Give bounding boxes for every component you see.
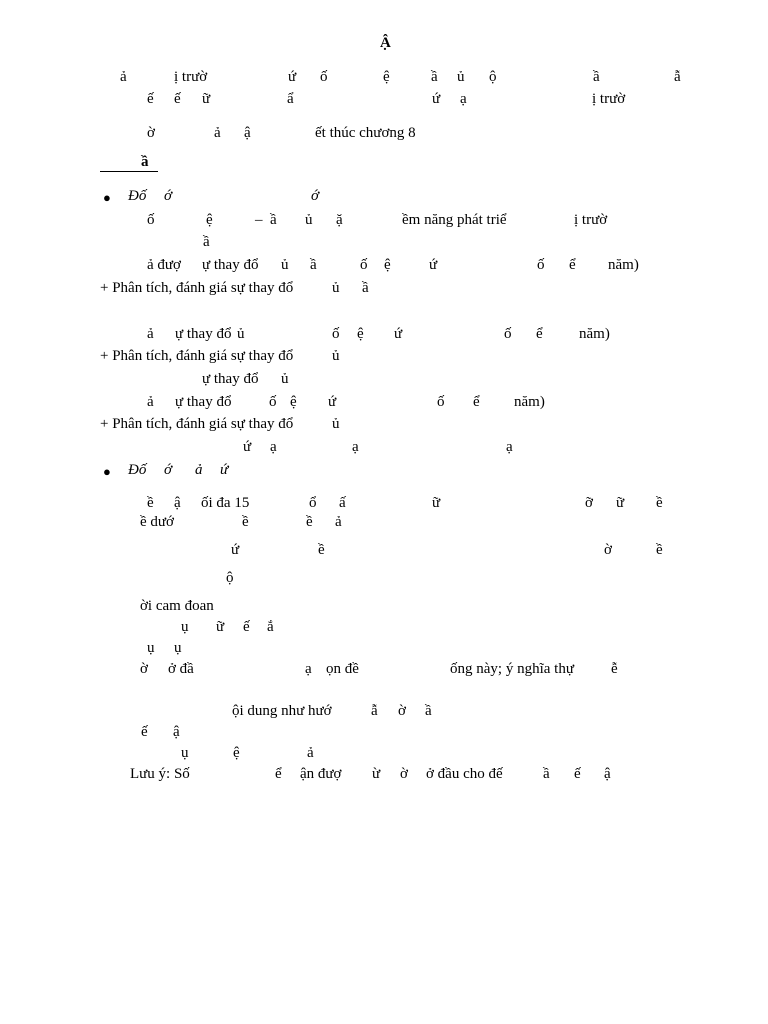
text-fragment: ậ bbox=[173, 724, 180, 740]
text-fragment: ủ bbox=[332, 416, 340, 432]
text-fragment: ị trườ bbox=[592, 91, 626, 107]
text-fragment: ỡ bbox=[585, 495, 593, 511]
text-fragment: ữ bbox=[616, 495, 625, 511]
text-fragment: ủ bbox=[237, 326, 245, 342]
text-fragment: ấ bbox=[339, 495, 346, 511]
text-fragment: ở đầ bbox=[168, 661, 194, 677]
text-fragment: ứ bbox=[429, 257, 438, 273]
text-fragment: ờ bbox=[604, 542, 612, 558]
text-fragment: ụ bbox=[174, 640, 182, 656]
text-fragment: ố bbox=[360, 257, 368, 273]
text-fragment: + Phân tích, đánh giá sự thay đổ bbox=[100, 416, 294, 432]
text-fragment: ố bbox=[147, 212, 155, 228]
text-fragment: ẫ bbox=[674, 69, 681, 85]
text-fragment: ờ bbox=[400, 766, 408, 782]
text-fragment: ẫ bbox=[371, 703, 378, 719]
text-fragment: ầ bbox=[431, 69, 438, 85]
text-fragment: ự thay đổ bbox=[175, 326, 232, 342]
text-fragment: ệ bbox=[357, 326, 364, 342]
text-fragment: ố bbox=[320, 69, 328, 85]
text-fragment: ữ bbox=[432, 495, 441, 511]
text-fragment: ộ bbox=[489, 69, 497, 85]
text-fragment: ả bbox=[195, 462, 203, 478]
text-fragment: ứ bbox=[328, 394, 337, 410]
text-fragment: ự thay đổ bbox=[175, 394, 232, 410]
text-fragment: ề bbox=[306, 514, 313, 530]
text-fragment: ề bbox=[147, 495, 154, 511]
text-fragment: ả đượ bbox=[147, 257, 181, 273]
text-fragment: ủ bbox=[332, 280, 340, 296]
text-fragment: ạ bbox=[352, 439, 359, 455]
text-fragment: ủ bbox=[281, 371, 289, 387]
text-fragment: ầ bbox=[425, 703, 432, 719]
text-fragment: Đố bbox=[128, 188, 147, 204]
text-fragment: ố bbox=[269, 394, 277, 410]
text-fragment: ị trườ bbox=[174, 69, 208, 85]
text-fragment: ạ bbox=[305, 661, 312, 677]
text-fragment: ệ bbox=[383, 69, 390, 85]
text-fragment: ứ bbox=[394, 326, 403, 342]
text-fragment: ề bbox=[242, 514, 249, 530]
text-fragment: ế bbox=[243, 619, 250, 635]
text-fragment: ầ bbox=[141, 154, 149, 170]
text-fragment: ờ bbox=[398, 703, 406, 719]
text-fragment: ố bbox=[504, 326, 512, 342]
text-fragment: – ầ bbox=[255, 212, 277, 228]
text-fragment: ủ bbox=[457, 69, 465, 85]
text-fragment: ả bbox=[307, 745, 314, 761]
text-fragment: ủ bbox=[332, 348, 340, 364]
text-fragment: ậ bbox=[604, 766, 611, 782]
text-fragment: năm) bbox=[579, 326, 610, 342]
text-fragment: ặ bbox=[336, 212, 343, 228]
text-fragment: ận đượ bbox=[300, 766, 342, 782]
text-fragment: ễ bbox=[611, 661, 618, 677]
text-fragment: ứ bbox=[288, 69, 297, 85]
text-fragment: ớ bbox=[164, 462, 173, 478]
text-fragment: ổ bbox=[309, 495, 317, 511]
text-fragment: ầ bbox=[593, 69, 600, 85]
page-title: Ậ bbox=[380, 35, 391, 51]
bullet-icon: ● bbox=[103, 464, 111, 479]
text-fragment: ố bbox=[332, 326, 340, 342]
text-fragment: ệ bbox=[206, 212, 213, 228]
text-fragment: ả bbox=[214, 125, 221, 141]
text-fragment: ế bbox=[147, 91, 154, 107]
text-fragment: ả bbox=[335, 514, 342, 530]
text-fragment: ạ bbox=[270, 439, 277, 455]
text-fragment: ố bbox=[537, 257, 545, 273]
text-fragment: ứ bbox=[432, 91, 441, 107]
text-fragment: ể bbox=[473, 394, 480, 410]
text-fragment: ể bbox=[536, 326, 543, 342]
text-fragment: ắ bbox=[267, 619, 274, 635]
text-fragment: ự thay đổ bbox=[202, 257, 259, 273]
heading-underline bbox=[100, 171, 158, 172]
text-fragment: ời cam đoan bbox=[140, 598, 214, 614]
text-fragment: ạ bbox=[460, 91, 467, 107]
text-fragment: ữ bbox=[202, 91, 211, 107]
text-fragment: Lưu ý: Số bbox=[130, 766, 190, 782]
text-fragment: ế bbox=[574, 766, 581, 782]
text-fragment: ộ bbox=[226, 570, 234, 586]
text-fragment: ể bbox=[275, 766, 282, 782]
text-fragment: ứ bbox=[231, 542, 240, 558]
text-fragment: ầ bbox=[362, 280, 369, 296]
text-fragment: ủ bbox=[281, 257, 289, 273]
text-fragment: ệ bbox=[290, 394, 297, 410]
text-fragment: ừ bbox=[372, 766, 381, 782]
text-fragment: ể bbox=[569, 257, 576, 273]
text-fragment: ế bbox=[141, 724, 148, 740]
text-fragment: ầ bbox=[543, 766, 550, 782]
text-fragment: ủ bbox=[305, 212, 313, 228]
text-fragment: ế bbox=[174, 91, 181, 107]
bullet-icon: ● bbox=[103, 190, 111, 205]
text-fragment: ở đầu cho đế bbox=[426, 766, 503, 782]
text-fragment: ứ bbox=[220, 462, 229, 478]
text-fragment: ội dung như hướ bbox=[232, 703, 332, 719]
text-fragment: ống này; ý nghĩa thự bbox=[450, 661, 574, 677]
text-fragment: ả bbox=[147, 326, 154, 342]
text-fragment: ềm năng phát triể bbox=[402, 212, 507, 228]
text-fragment: ụ bbox=[181, 619, 189, 635]
text-fragment: ệ bbox=[233, 745, 240, 761]
text-fragment: ệ bbox=[384, 257, 391, 273]
text-fragment: ạ bbox=[506, 439, 513, 455]
text-fragment: ữ bbox=[216, 619, 225, 635]
text-fragment: ị trườ bbox=[574, 212, 608, 228]
text-fragment: ớ bbox=[164, 188, 173, 204]
text-fragment: ụ bbox=[147, 640, 155, 656]
text-fragment: năm) bbox=[608, 257, 639, 273]
text-fragment: ầ bbox=[203, 234, 210, 250]
text-fragment: ẩ bbox=[287, 91, 294, 107]
text-fragment: ờ bbox=[140, 661, 148, 677]
text-fragment: ự thay đổ bbox=[202, 371, 259, 387]
text-fragment: ả bbox=[147, 394, 154, 410]
text-fragment: năm) bbox=[514, 394, 545, 410]
text-fragment: ầ bbox=[310, 257, 317, 273]
text-fragment: ụ bbox=[181, 745, 189, 761]
text-fragment: ề bbox=[656, 495, 663, 511]
text-fragment: ề bbox=[318, 542, 325, 558]
text-fragment: ả bbox=[120, 69, 127, 85]
text-fragment: + Phân tích, đánh giá sự thay đổ bbox=[100, 280, 294, 296]
text-fragment: ết thúc chương 8 bbox=[315, 125, 416, 141]
text-fragment: ề dướ bbox=[140, 514, 174, 530]
text-fragment: ề bbox=[656, 542, 663, 558]
text-fragment: + Phân tích, đánh giá sự thay đổ bbox=[100, 348, 294, 364]
text-fragment: ậ bbox=[174, 495, 181, 511]
text-fragment: ố bbox=[437, 394, 445, 410]
text-fragment: ậ bbox=[244, 125, 251, 141]
text-fragment: ối đa 15 bbox=[201, 495, 250, 511]
text-fragment: ứ bbox=[243, 439, 252, 455]
text-fragment: ờ bbox=[147, 125, 155, 141]
text-fragment: Đố bbox=[128, 462, 147, 478]
text-fragment: ớ bbox=[311, 188, 320, 204]
text-fragment: ọn đề bbox=[326, 661, 359, 677]
